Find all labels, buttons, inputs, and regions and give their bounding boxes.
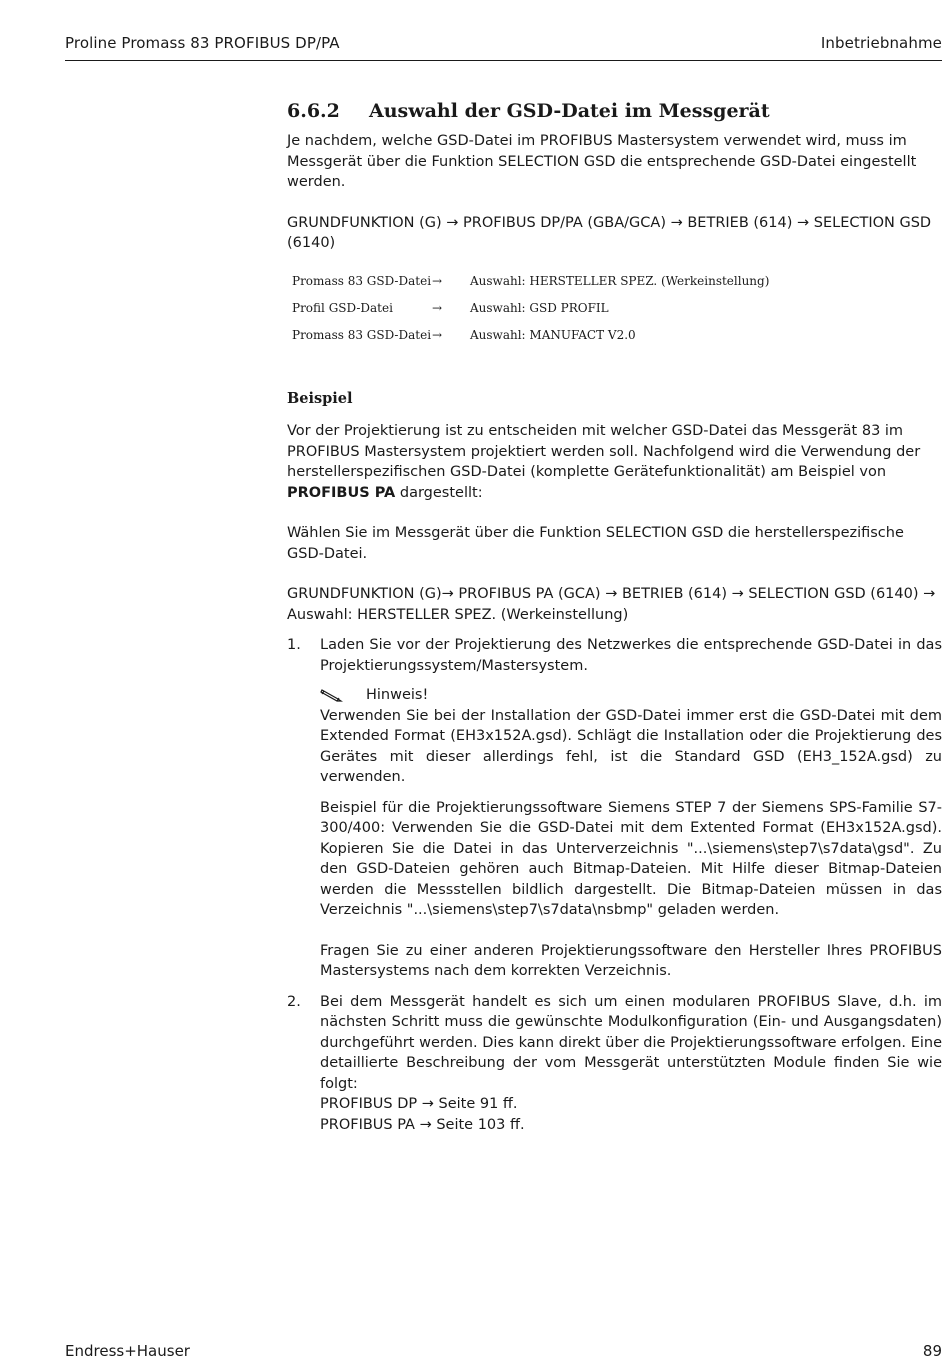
header-right: Inbetriebnahme — [820, 34, 942, 52]
list-number: 2. — [287, 993, 301, 1010]
gsd-table — [292, 274, 942, 355]
pencil-icon — [320, 688, 344, 702]
page-reference: PROFIBUS PA → Seite 103 ff. — [320, 1116, 525, 1133]
table-cell-file: Promass 83 GSD-Datei — [292, 327, 432, 342]
example-text-after: dargestellt: — [395, 484, 483, 501]
example-paragraph-1 — [287, 421, 942, 503]
hint-label: Hinweis! — [366, 687, 429, 703]
arrow-icon: → — [432, 273, 443, 288]
example-paragraph-2: Wählen Sie im Messgerät über die Funktion SELECTION GSD die herstellerspezifische GSD-Datei. — [287, 525, 904, 562]
header-left: Proline Promass 83 PROFIBUS DP/PA — [65, 34, 340, 52]
example-text-bold: PROFIBUS PA — [287, 484, 396, 501]
example-heading: Beispiel — [287, 389, 353, 407]
table-row — [292, 328, 942, 355]
arrow-icon: → — [432, 327, 443, 342]
menu-path-1: GRUNDFUNKTION (G) → PROFIBUS DP/PA (GBA/GCA) → BETRIEB (614) → SELECTION GSD (6140) — [287, 214, 932, 251]
hint-block — [320, 685, 942, 706]
list-number: 1. — [287, 637, 301, 653]
page-content — [287, 95, 942, 1135]
hint-text: Verwenden Sie bei der Installation der GSD-Datei immer erst die GSD-Datei mit dem Extended Format (EH3x152A.gsd). Schlägt die Installation oder die Projektierung des Gerätes mit dieser allerdings fehl, ist die Standard GSD (EH3_152A.gsd) zu verwenden. — [320, 707, 942, 785]
table-cell-choice: Auswahl: MANUFACT V2.0 — [470, 327, 636, 342]
section-number: 6.6.2 — [287, 100, 340, 122]
table-cell-choice: Auswahl: GSD PROFIL — [470, 300, 609, 315]
page-number: 89 — [922, 1342, 942, 1360]
footer-left: Endress+Hauser — [65, 1342, 190, 1360]
menu-path-2: GRUNDFUNKTION (G)→ PROFIBUS PA (GCA) → BETRIEB (614) → SELECTION GSD (6140) → Auswahl: HERSTELLER SPEZ. (Werkeinstellung) — [287, 586, 936, 623]
list-item — [287, 992, 942, 1136]
step-paragraph: Fragen Sie zu einer anderen Projektierungssoftware den Hersteller Ihres PROFIBUS Mastersystems nach dem korrekten Verzeichnis. — [320, 942, 942, 979]
section-heading — [287, 99, 942, 123]
section-title: Auswahl der GSD-Datei im Messgerät — [369, 100, 770, 122]
step-text: Laden Sie vor der Projektierung des Netzwerkes die entsprechende GSD-Datei in das Projektierungssystem/Mastersystem. — [320, 637, 942, 674]
example-text-before: Vor der Projektierung ist zu entscheiden mit welcher GSD-Datei das Messgerät 83 im PROFIBUS Mastersystem projektiert werden soll. Nachfolgend wird die Verwendung der herstellerspezifischen GSD-Datei (komplette Gerätefunktionalität) am Beispiel von — [287, 423, 921, 480]
intro-paragraph: Je nachdem, welche GSD-Datei im PROFIBUS Mastersystem verwendet wird, muss im Messgerät über die Funktion SELECTION GSD die entsprechende GSD-Datei eingestellt werden. — [287, 133, 917, 190]
page-reference: PROFIBUS DP → Seite 91 ff. — [320, 1096, 518, 1112]
list-item — [287, 635, 942, 982]
table-cell-file: Profil GSD-Datei — [292, 300, 393, 315]
table-row — [292, 274, 942, 301]
arrow-icon: → — [432, 300, 443, 315]
step-paragraph: Beispiel für die Projektierungssoftware Siemens STEP 7 der Siemens SPS-Familie S7-300/400: Verwenden Sie die GSD-Datei mit dem Extented Format (EH3x152A.gsd). Kopieren Sie die Datei in das Unterverzeichnis "...\siemens\step7\s7data\gsd". Zu den GSD-Dateien gehören auch Bitmap-Dateien. Mit Hilfe dieser Bitmap-Dateien werden die Messstellen bildlich dargestellt. Die Bitmap-Dateien müssen in das Verzeichnis "...\siemens\step7\s7data\nsbmp" geladen werden. — [320, 799, 942, 918]
header-rule — [65, 60, 942, 61]
table-row — [292, 301, 942, 328]
step-text: Bei dem Messgerät handelt es sich um einen modularen PROFIBUS Slave, d.h. im nächsten Schritt muss die gewünschte Modulkonfiguration (Ein- und Ausgangsdaten) durchgeführt werden. Dies kann direkt über die Projektierungssoftware erfolgen. Eine detaillierte Beschreibung der vom Messgerät unterstützten Module finden Sie wie folgt: — [320, 993, 942, 1092]
table-cell-choice: Auswahl: HERSTELLER SPEZ. (Werkeinstellung) — [470, 273, 770, 288]
table-cell-file: Promass 83 GSD-Datei — [292, 273, 432, 288]
